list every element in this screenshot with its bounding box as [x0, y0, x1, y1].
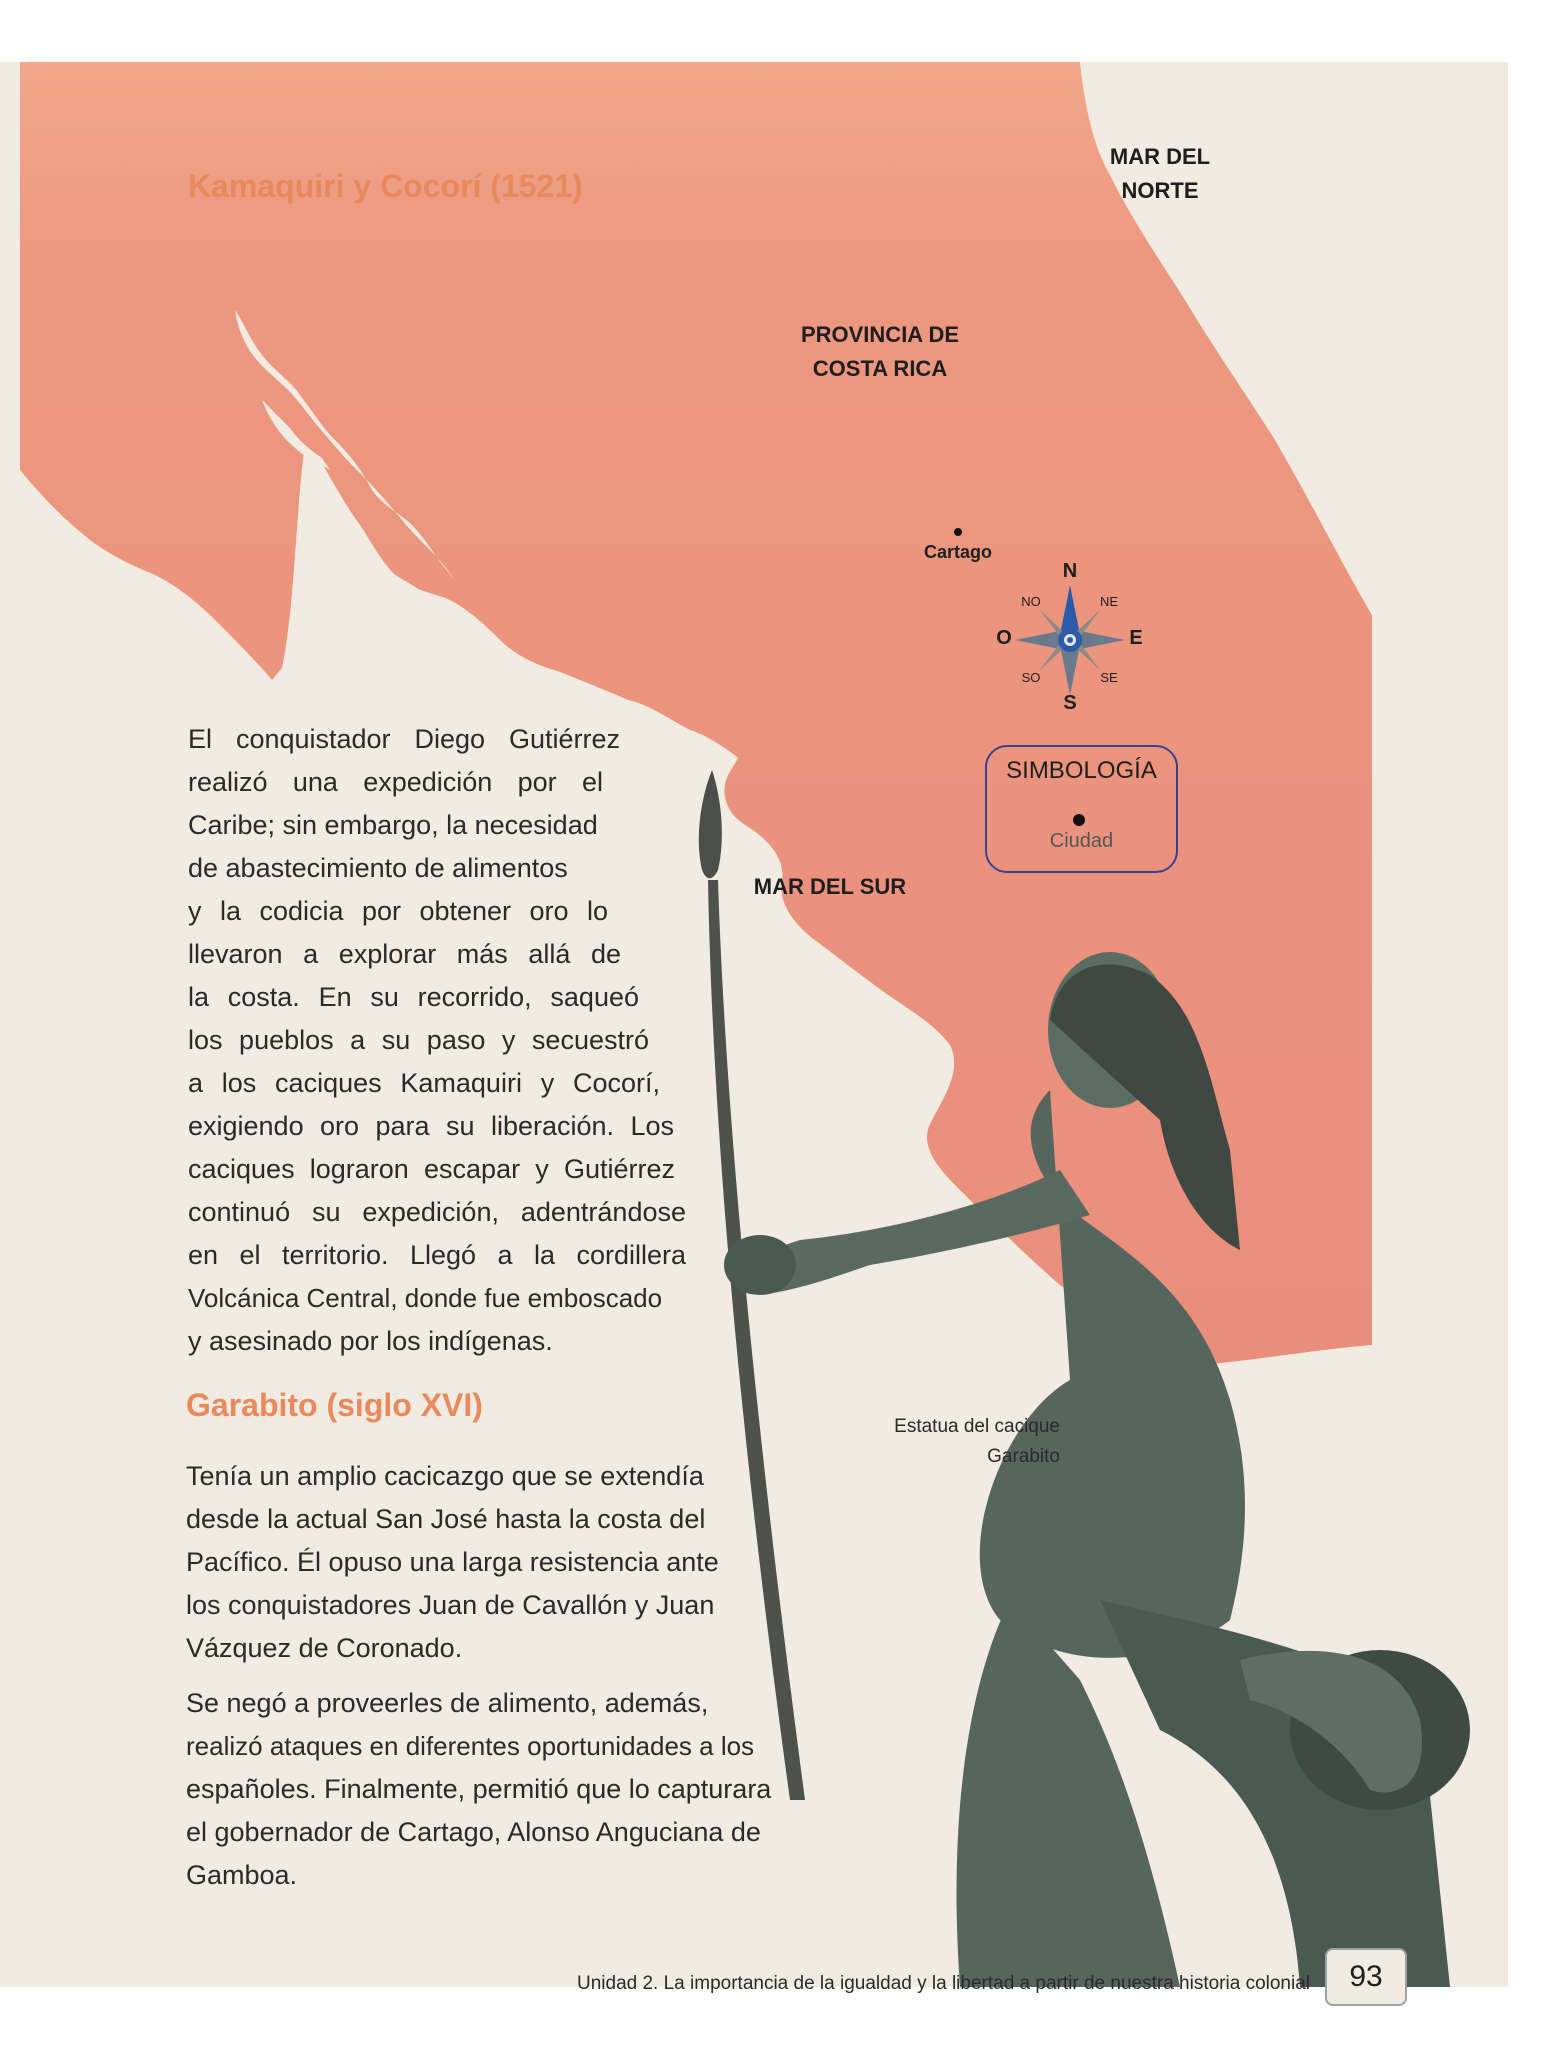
compass-label-se: SE [1100, 670, 1118, 685]
map-label-provincia-costa-rica: PROVINCIA DE COSTA RICA [800, 322, 960, 381]
compass-label-so: SO [1021, 670, 1041, 685]
page-number: 93 [1325, 1948, 1407, 2006]
cartago-city-dot [954, 528, 962, 536]
legend-title: SIMBOLOGÍA [1006, 757, 1157, 784]
footer-unit-text: Unidad 2. La importancia de la igualdad y la libertad a partir de nuestra historia colonial [577, 1973, 1310, 1994]
map-label-mar-del-norte: MAR DEL NORTE [1109, 144, 1211, 203]
compass-label-s: S [1063, 692, 1077, 714]
city-dot-icon [1073, 814, 1085, 826]
map-legend [985, 745, 1178, 873]
map-label-cartago: Cartago [923, 542, 992, 562]
paragraph-kamaquiri: El conquistador Diego Gutiérrez realizó una expedición por el Caribe; sin embargo, la necesidad de abastecimiento de alimentos y la codicia por obtener oro lo llevaron a explorar más allá de la costa. En su recorrido, saqueó los pueblos a su paso y secuestró a los caciques Kamaquiri y Cocorí, exigiendo oro para su liberación. Los caciques lograron escapar y Gutiérrez continuó su expedición, adentrándose en el territorio. Llegó a la cordillera Volcánica Central, donde fue emboscado y asesinado por los indígenas. [188, 724, 686, 1356]
compass-label-ne: NE [1099, 594, 1119, 609]
statue-caption: Estatua del cacique Garabito [894, 1416, 1060, 1467]
compass-label-no: NO [1021, 594, 1041, 609]
map-label-mar-del-sur: MAR DEL SUR [753, 874, 907, 899]
paragraph-garabito-2: Se negó a proveerles de alimento, además, realizó ataques en diferentes oportunidades a los españoles. Finalmente, permitió que lo capturara el gobernador de Cartago, Alonso Anguciana de Gamboa. [186, 1688, 772, 1890]
compass-label-n: N [1062, 560, 1078, 582]
garabito-section-title: Garabito (siglo XVI) [186, 1387, 483, 1423]
kamaquiri-section-title: Kamaquiri y Cocorí (1521) [188, 168, 583, 204]
compass-label-o: O [996, 627, 1012, 649]
paragraph-garabito-1: Tenía un amplio cacicazgo que se extendía desde la actual San José hasta la costa del Pacífico. Él opuso una larga resistencia ante los conquistadores Juan de Cavallón y Juan Vázquez de Coronado. [186, 1461, 719, 1663]
compass-label-e: E [1129, 627, 1143, 649]
legend-item-label: Ciudad [1049, 830, 1114, 852]
